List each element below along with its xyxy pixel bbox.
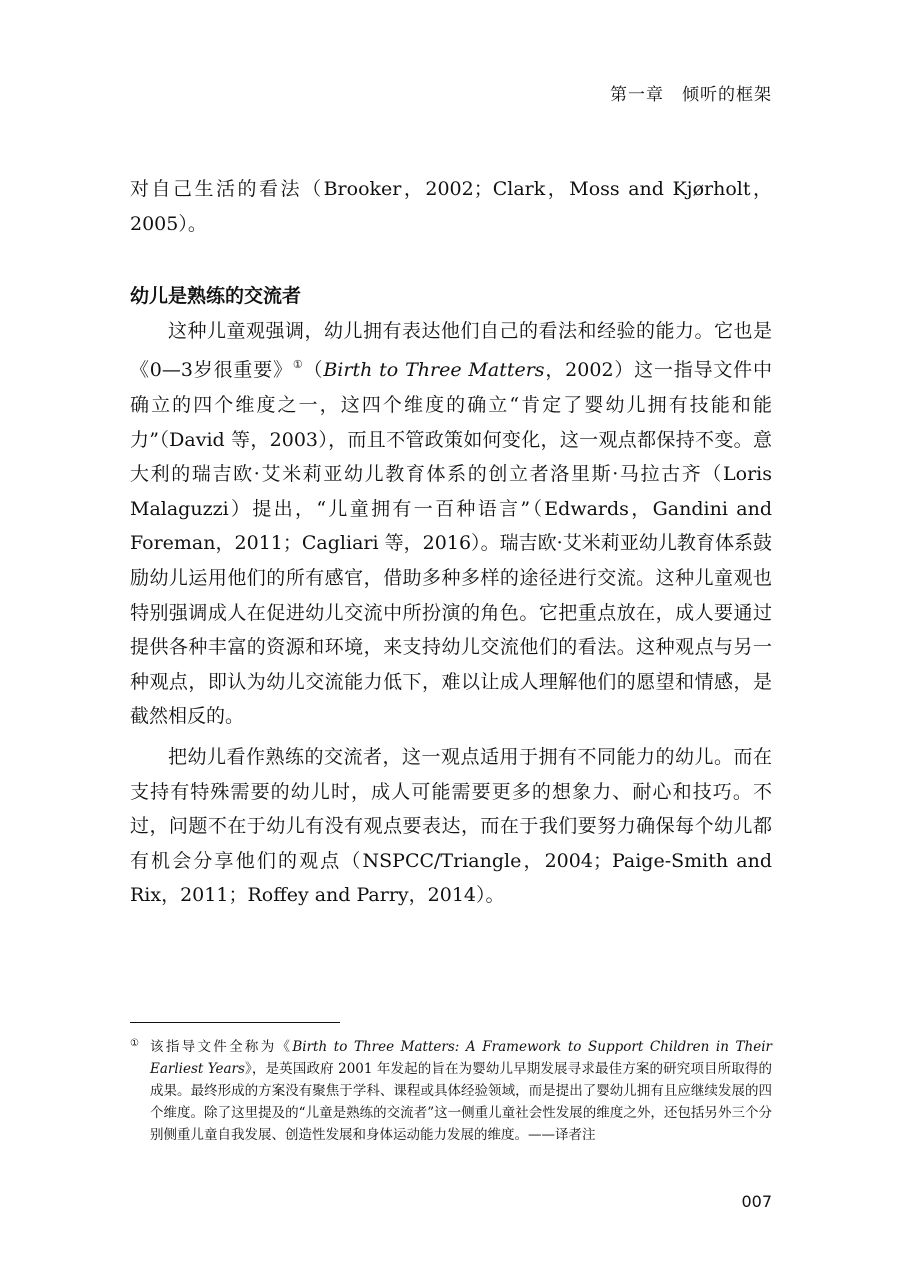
paragraph-1-text-a: 这种儿童观强调，幼儿拥有表达他们自己的看法和经验的能力。它也是《0—3岁很重要》	[130, 319, 772, 382]
paragraph-1-text-b: （	[303, 359, 324, 382]
document-title-italic: Birth to Three Matters	[323, 359, 545, 382]
body-text	[130, 172, 772, 913]
page-number: 007	[741, 1192, 772, 1211]
footnote-text-b: 》，是英国政府 2001 年发起的旨在为婴幼儿早期发展寻求最佳方案的研究项目所取得的成果。最终形成的方案没有聚焦于学科、课程或具体经验领域，而是提出了婴幼儿拥有且应继续发展的四个维度。除了这里提及的“儿童是熟练的交流者”这一侧重儿童社会性发展的维度之外，还包括另外三个分别侧重儿童自我发展、创造性发展和身体运动能力发展的维度。——译者注	[150, 1061, 772, 1143]
footnote-text	[150, 1036, 772, 1146]
section-heading: 幼儿是熟练的交流者	[130, 285, 302, 308]
paragraph-continued: 对自己生活的看法（Brooker，2002；Clark，Moss and Kjørholt，2005）。	[130, 178, 772, 235]
spacer	[130, 241, 772, 279]
paragraph-1-text-c: ，2002）这一指导文件中确立的四个维度之一，这四个维度的确立“肯定了婴幼儿拥有技能和能力”（David 等，2003），而且不管政策如何变化，这一观点都保持不变。意大利的瑞吉欧·艾米莉亚幼儿教育体系的创立者洛里斯·马拉古齐（Loris Malaguzzi）提出，“儿童拥有一百种语言”（Edwards，Gandini and Foreman，2011；Cagliari 等，2016）。瑞吉欧·艾米莉亚幼儿教育体系鼓励幼儿运用他们的所有感官，借助多种多样的途径进行交流。这种儿童观也特别强调成人在促进幼儿交流中所扮演的角色。它把重点放在，成人要通过提供各种丰富的资源和环境，来支持幼儿交流他们的看法。这种观点与另一种观点，即认为幼儿交流能力低下，难以让成人理解他们的愿望和情感，是截然相反的。	[130, 359, 772, 728]
footnote-title-italic: Birth to Three Matters: A Framework to Support Children in Their Earliest Years	[150, 1039, 773, 1077]
footnote-text-a: 该指导文件全称为《	[150, 1039, 293, 1055]
paragraph-1	[130, 314, 772, 734]
footnote-mark: ①	[130, 1038, 139, 1049]
paragraph-2: 把幼儿看作熟练的交流者，这一观点适用于拥有不同能力的幼儿。而在支持有特殊需要的幼儿时，成人可能需要更多的想象力、耐心和技巧。不过，问题不在于幼儿有没有观点要表达，而在于我们要努力确保每个幼儿都有机会分享他们的观点（NSPCC/Triangle，2004；Paige-Smith and Rix，2011；Roffey and Parry，2014）。	[130, 745, 772, 907]
footnote	[130, 1036, 772, 1146]
footnote-divider	[130, 1022, 340, 1023]
running-head: 第一章 倾听的框架	[610, 85, 772, 105]
footnote-reference: ①	[292, 358, 304, 372]
